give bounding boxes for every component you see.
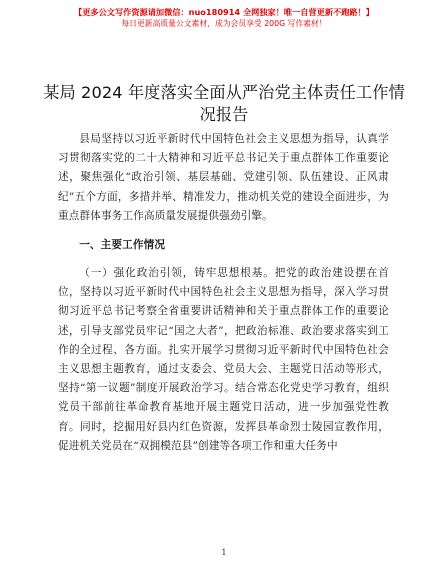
promo-line-2: 每日更新高质量公文素材，成为会员享受 200G 写作素材！: [121, 19, 327, 28]
promo-line-1: 【更多公文写作资源请加微信：nuo180914 全网独家！唯一自营更新不跑路！】: [74, 7, 374, 17]
document-body: [58, 130, 389, 456]
promo-banner: [0, 6, 448, 29]
document-title: 某局 2024 年度落实全面从严治党主体责任工作情况报告: [43, 83, 405, 124]
page-number: 1: [221, 548, 227, 558]
section-paragraph: （一）强化政治引领，铸牢思想根基。把党的政治建设摆在首位，坚持以习近平新时代中国特色社会主义思想为指导，深入学习贯彻习近平总书记考察全省重要讲话精神和关于重点群体工作的重要论述，引导支部党员牢记“国之大者”，把政治标准、政治要求落实到工作的全过程、各方面。扎实开展学习贯彻习近平新时代中国特色社会主义思想主题教育，通过支委会、党员大会、主题党日活动等形式，坚持“第一议题”制度开展政治学习。结合常态化党史学习教育，组织党员干部前往革命教育基地开展主题党日活动，进一步加强党性教育。同时，挖掘用好县内红色资源，发挥县革命烈士陵园宣教作用，促进机关党员在“双拥模范县”创建等各项工作和重大任务中: [58, 267, 389, 452]
section-heading: 一、主要工作情况: [79, 239, 166, 252]
intro-paragraph: 县局坚持以习近平新时代中国特色社会主义思想为指导，认真学习贯彻落实党的二十大精神和习近平总书记关于重点群体工作重要论述，聚焦强化“政治引领、基层基础、党建引领、队伍建设、正风肃纪”五个方面，多措并举、精准发力，推动机关党的建设全面进步，为重点群体事务工作高质量发展提供强劲引擎。: [58, 133, 389, 222]
